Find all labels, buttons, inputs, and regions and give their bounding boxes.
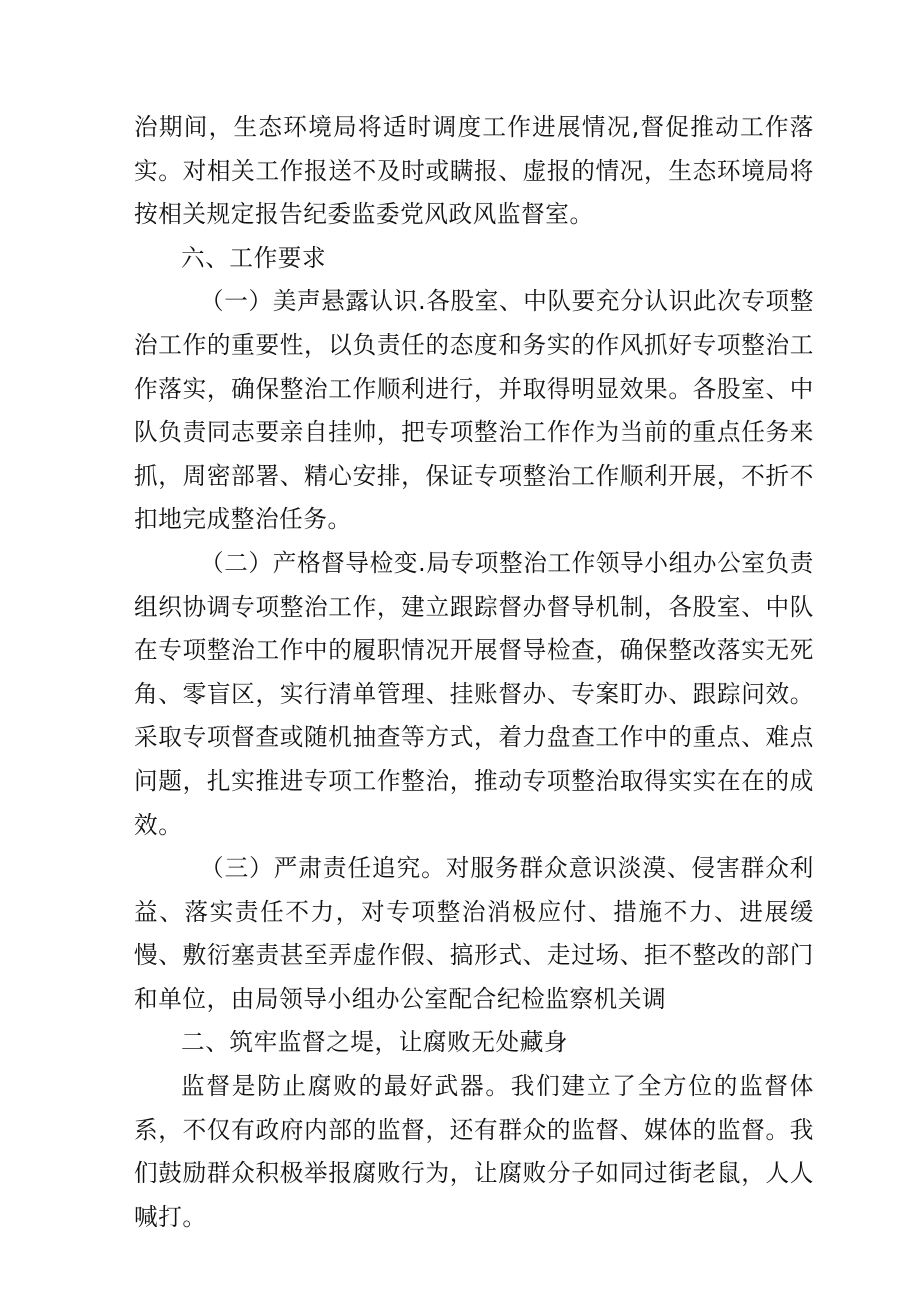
section-heading-supervision: 二、筑牢监督之堤，让腐败无处藏身 — [181, 1028, 569, 1057]
paragraph-requirement-1: （一）美声悬露认识.各股室、中队要充分认识此次专项整治工作的重要性，以负责任的态度和务实的作风抓好专项整治工作落实，确保整治工作顺利进行，并取得明显效果。各股室、中队负责同志要亲自挂帅，把专项整治工作作为当前的重点任务来抓，周密部署、精心安排，保证专项整治工作顺利开展，不折不扣地完成整治任务。 — [134, 287, 814, 534]
paragraph-supervision: 监督是防止腐败的最好武器。我们建立了全方位的监督体系，不仅有政府内部的监督，还有群众的监督、媒体的监督。我们鼓励群众积极举报腐败行为，让腐败分子如同过街老鼠，人人喊打。 — [134, 1072, 814, 1231]
paragraph-requirement-3: （三）严肃责任追究。对服务群众意识淡漠、侵害群众利益、落实责任不力，对专项整治消极应付、措施不力、进展缓慢、敷衍塞责甚至弄虚作假、搞形式、走过场、拒不整改的部门和单位，由局领导小组办公室配合纪检监察机关调 — [134, 854, 814, 1013]
paragraph-continuation: 治期间，生态环境局将适时调度工作进展情况,督促推动工作落实。对相关工作报送不及时或瞒报、虚报的情况，生态环境局将按相关规定报告纪委监委党风政风监督室。 — [134, 113, 814, 229]
document-body — [134, 106, 814, 1239]
section-heading-work-requirements: 六、工作要求 — [181, 243, 327, 272]
paragraph-requirement-2: （二）产格督导检变.局专项整治工作领导小组办公室负责组织协调专项整治工作，建立跟踪督办督导机制，各股室、中队在专项整治工作中的履职情况开展督导检查，确保整改落实无死角、零盲区，实行清单管理、挂账督办、专案盯办、跟踪问效。采取专项督查或随机抽查等方式，着力盘查工作中的重点、难点问题，扎实推进专项工作整治，推动专项整治取得实实在在的成效。 — [134, 548, 814, 839]
